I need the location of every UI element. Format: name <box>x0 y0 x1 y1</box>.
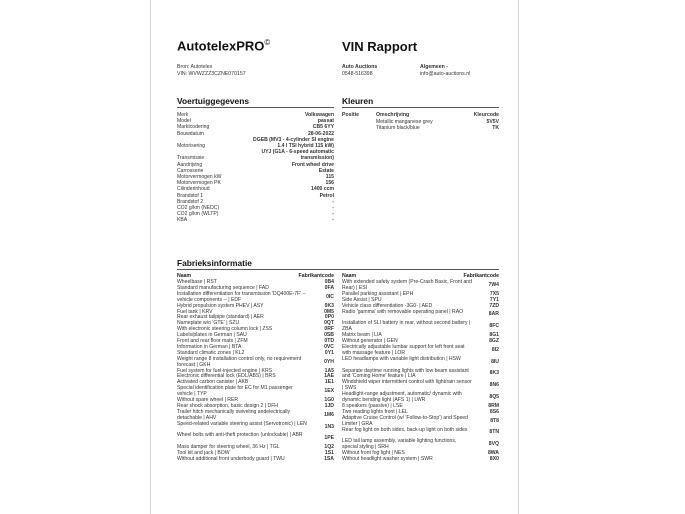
factory-item-code: 8GZ <box>489 338 499 344</box>
vehicle-row-label: CO2 g/km (NEDC) <box>177 205 220 211</box>
factory-item-name: LED headlamps with variable light distribution | HSW <box>342 355 461 362</box>
factory-item-name: Without generator | GEN <box>342 338 398 344</box>
factory-item-name: Tool kit and jack | BOW <box>177 450 230 457</box>
factory-item-name: Headlight-range adjustment, automatic/ dynamic with dynamic bending light (AFS 1) | LWR <box>342 391 462 403</box>
color-description: Metallic manganese grey <box>376 118 433 125</box>
factory-row <box>342 457 499 463</box>
brand-mark: © <box>264 38 271 47</box>
colors-col-description: Omschrijving <box>376 112 410 118</box>
factory-right-col-name: Naam <box>342 273 357 279</box>
factory-row <box>342 345 499 357</box>
vehicle-row-value: - <box>332 217 334 224</box>
page-border-left <box>150 0 151 514</box>
factory-item-name: Installation of SLI battery in rear, without second battery | ZBA <box>342 320 471 333</box>
factory-row <box>177 357 334 369</box>
vehicle-row-value: Estate <box>318 167 334 174</box>
vehicle-row-value: - <box>332 211 334 218</box>
factory-item-code: 0IC <box>326 293 334 300</box>
factory-item-code: 8S6 <box>489 408 499 415</box>
report-page <box>177 0 512 514</box>
color-code: TK <box>492 124 499 131</box>
factory-item-name: Standard manufacturing sequence | FAD <box>177 284 269 291</box>
factory-item-name: Hybrid propulsion system PHEV | ASY <box>177 302 264 309</box>
vehicle-row-value: 28-06-2022 <box>307 130 334 137</box>
factory-item-code: 1PE <box>324 435 334 442</box>
vehicle-row-label: Bouwdatum <box>177 130 204 137</box>
vehicle-row-label: Merk <box>177 112 189 118</box>
factory-item-code: 8T8 <box>490 417 499 424</box>
factory-item-name: Matrix beam | LIA <box>342 332 382 339</box>
factory-right-col-code: Fabrikantcode <box>463 273 499 279</box>
factory-item-code: 8TN <box>489 429 499 436</box>
vehicle-row-value: Petrol <box>319 192 334 199</box>
factory-item-name: Vehicle class differentiation -3G0- | AED <box>342 302 433 309</box>
company-name: Auto Auctions <box>342 64 378 70</box>
colors-heading: Kleuren <box>342 96 374 106</box>
vehicle-row-label: Carrosserie <box>177 167 204 174</box>
factory-item-code: 1A5 <box>324 367 334 374</box>
vehicle-row-label: Motorvermogen PK <box>177 180 221 187</box>
factory-left-col-code: Fabrikantcode <box>298 273 334 279</box>
factory-item-code: 8I2 <box>491 346 499 353</box>
vehicle-row-value: CB5 6YY <box>312 124 334 131</box>
factory-item-name: Rear exhaust tailpipe (standard) | AER <box>177 314 264 321</box>
factory-item-code: 8RM <box>488 402 499 409</box>
vehicle-row-value: passat <box>317 118 334 125</box>
vehicle-row-label: Aandrijving <box>177 161 203 168</box>
factory-item-name: 8 speakers (passive) | LSE <box>342 402 403 409</box>
factory-item-code: 0VC <box>324 343 334 350</box>
factory-item-name: LED tail lamp assembly, variable lighting functions, special styling | SRH <box>342 438 457 451</box>
vehicle-row-label: Marktcodering <box>177 124 210 131</box>
factory-item-code: 0Y1 <box>324 349 334 356</box>
vehicle-row-label: KBA <box>177 217 188 224</box>
factory-item-code: 8X0 <box>489 456 499 462</box>
factory-item-name: Radio 'gamma' with removable operating panel | RAO <box>342 308 464 315</box>
brand-logo <box>177 38 270 53</box>
factory-item-name: Without front fog light | NES <box>342 450 405 457</box>
vin-line: VIN: WVWZZZ3CZNE070157 <box>177 70 246 77</box>
factory-item-code: 7Y1 <box>489 296 499 303</box>
factory-item-name: Adaptive Cruise Control (w/ 'Follow-to-Stop') and Speed Limiter | GRA <box>342 414 468 427</box>
factory-item-name: Trailer hitch mechanically swiveling andelectrically detachable | AHV <box>177 408 291 421</box>
vehicle-row-label: Cilinderinhoud <box>177 186 210 193</box>
vehicle-row-value: 115 <box>325 174 334 180</box>
factory-item-name: With electronic steering column lock | ZSS <box>177 326 273 333</box>
factory-item-code: 8FC <box>489 323 499 330</box>
factory-item-name: Installation differentiation for transmission 'DQ400E-7F' -- vehicle components -- | EDF <box>177 290 306 303</box>
factory-item-name: Rear fog light on both sides, back-up light on both sides <box>342 426 468 433</box>
factory-item-code: 0YH <box>324 358 334 365</box>
vehicle-row-value: 156 <box>325 180 334 187</box>
factory-item-code: 1AE <box>324 373 334 380</box>
factory-item-name: Weight range 8 installation control only, no requirement forecast | GKH <box>177 355 302 368</box>
factory-item-code: 1EX <box>324 388 334 395</box>
factory-item-name: With extended safety system (Pre-Crash Basic, Front and Rear) | ESI <box>342 279 472 291</box>
factory-item-code: 0RF <box>324 326 334 333</box>
factory-item-code: 8N6 <box>489 382 499 389</box>
factory-item-code: 8G1 <box>489 332 499 339</box>
factory-item-name: Wheelbase | RST <box>177 279 217 285</box>
factory-item-code: 1Q2 <box>324 444 334 451</box>
factory-item-code: 1M6 <box>324 411 334 418</box>
vehicle-row-label: Model <box>177 118 191 125</box>
factory-item-name: Without spare wheel | RER <box>177 397 239 403</box>
factory-item-code: 8IU <box>491 358 499 365</box>
factory-item-name: Special identification plate for EC for M1 passenger vehicle | TYP <box>177 385 293 398</box>
vehicle-row-label: Brandstof 1 <box>177 192 204 199</box>
factory-item-code: 0SB <box>324 332 334 339</box>
vehicle-row-value: - <box>332 205 334 211</box>
vehicle-row <box>177 217 334 223</box>
factory-item-code: 1JD <box>324 402 334 409</box>
factory-item-name: Electronic differential lock (EDL/ABS) | BRS <box>177 373 276 380</box>
vehicle-heading-rule <box>177 107 334 108</box>
factory-item-code: 0M5 <box>324 308 334 315</box>
factory-item-code: 7ZD <box>489 302 499 309</box>
factory-item-code: 1N3 <box>324 423 334 430</box>
factory-item-code: 0K3 <box>324 302 334 309</box>
factory-item-code: 0QT <box>324 320 334 327</box>
factory-item-code: 1S1 <box>324 450 334 457</box>
company-phone: 0548-516398 <box>342 70 373 77</box>
factory-item-name: Wheel bolts with anti-theft protection (unlockable) | ABR <box>177 432 303 439</box>
page-border-right <box>518 0 519 514</box>
color-row <box>342 125 499 131</box>
color-code: 5V5V <box>486 118 499 125</box>
factory-item-code: 0B4 <box>324 279 334 285</box>
factory-item-code: 8Q5 <box>489 394 499 401</box>
factory-row <box>177 457 334 463</box>
factory-item-name: Nameplate w/o 'GTE' | SZU <box>177 320 240 327</box>
factory-row <box>177 410 334 422</box>
vehicle-row-label: Motorvermogen kW <box>177 174 222 180</box>
factory-item-code: 0TD <box>324 338 334 344</box>
color-description: Titanium black/blue <box>376 124 420 131</box>
vehicle-row-value: - <box>332 198 334 205</box>
colors-col-position: Positie <box>342 112 360 118</box>
factory-item-code: 1SA <box>324 456 334 462</box>
vehicle-row-value: 1400 ccm <box>311 186 334 193</box>
general-email: info@auto-auctions.nl <box>420 70 471 77</box>
factory-item-name: Mass damper for steering wheel, 36 Hz | TGL <box>177 444 280 451</box>
factory-item-name: Separate daytime running lights with low beam assistant and 'Coming Home' feature | LIA <box>342 367 469 380</box>
factory-item-code: 8VQ <box>488 441 499 448</box>
factory-item-name: Fuel system for fuel-injected engine | KRS <box>177 367 273 374</box>
factory-item-name: Without additional front underbody guard | TWU <box>177 456 285 462</box>
factory-heading-rule <box>177 269 499 270</box>
factory-item-name: Information in German | BTA <box>177 343 242 350</box>
report-title: VIN Rapport <box>342 39 418 54</box>
factory-item-name: Standard climatic zones | KL2 <box>177 349 245 356</box>
source-line: Bron: Autotelex <box>177 64 213 70</box>
vehicle-row-value: DGEB (MV3 - 4-cylinder SI engine 1.4 l TSI hybrid 115 kW) <box>253 136 334 149</box>
factory-item-name: Side Assist | SPU <box>342 296 382 303</box>
factory-row <box>177 292 334 304</box>
vehicle-row-value: Front wheel drive <box>291 161 334 168</box>
factory-item-name: Front and rear floor mats | ZFM <box>177 338 248 344</box>
vehicle-row-label: Motorisering <box>177 142 206 149</box>
factory-item-name: Labels/plates in German | SAU <box>177 332 247 339</box>
factory-item-code: 0FA <box>324 284 334 291</box>
factory-row <box>342 357 499 369</box>
colors-col-code: Kleurcode <box>473 112 499 118</box>
vehicle-row-label: Brandstof 2 <box>177 198 204 205</box>
factory-item-code: 7W4 <box>488 281 499 288</box>
vehicle-row-label: CO2 g/km (WLTP) <box>177 211 219 218</box>
factory-item-code: 8K3 <box>489 370 499 377</box>
vehicle-row-label: Transmissie <box>177 155 205 162</box>
factory-item-name: Parallel parking assistant | EPH <box>342 290 414 297</box>
factory-item-name: Electrically adjustable lumbar support for left front seat with massage feature | LOR <box>342 343 465 356</box>
factory-item-code: 7X5 <box>489 290 499 297</box>
factory-item-name: Speed-related variable steering assist (Servotronic) | LEN <box>177 420 307 427</box>
factory-left-col-name: Naam <box>177 273 192 279</box>
factory-item-code: 1E1 <box>324 379 334 386</box>
factory-item-name: Fuel tank | KRV <box>177 308 213 315</box>
vehicle-row <box>177 149 334 161</box>
factory-item-name: Windshield wiper intermittent control with light/rain sensor | SWS <box>342 379 472 392</box>
general-label: Algemeen - <box>420 64 448 70</box>
factory-item-code: 1G0 <box>324 397 334 403</box>
factory-row <box>342 416 499 428</box>
factory-item-code: 8AR <box>488 311 499 318</box>
vehicle-row <box>177 137 334 149</box>
vehicle-row-value: Volkswagen <box>304 112 334 118</box>
factory-heading: Fabrieksinformatie <box>177 258 252 268</box>
vehicle-heading: Voertuiggegevens <box>177 96 249 106</box>
factory-item-name: Activated carbon canister | AKB <box>177 379 249 386</box>
factory-item-name: Without headlight washer system | SWR <box>342 456 433 462</box>
colors-heading-rule <box>342 107 499 108</box>
factory-item-name: Two reading lights front | LEL <box>342 408 408 415</box>
factory-item-code: 0P0 <box>324 314 334 321</box>
vehicle-row-value: UYJ (G1A - 6-speed automatic transmission) <box>261 149 334 162</box>
factory-item-code: 8WA <box>487 450 499 457</box>
brand-name: AutotelexPRO <box>177 38 265 54</box>
factory-item-name: Rear shock absorption, basic design 2 | DFH <box>177 402 278 409</box>
